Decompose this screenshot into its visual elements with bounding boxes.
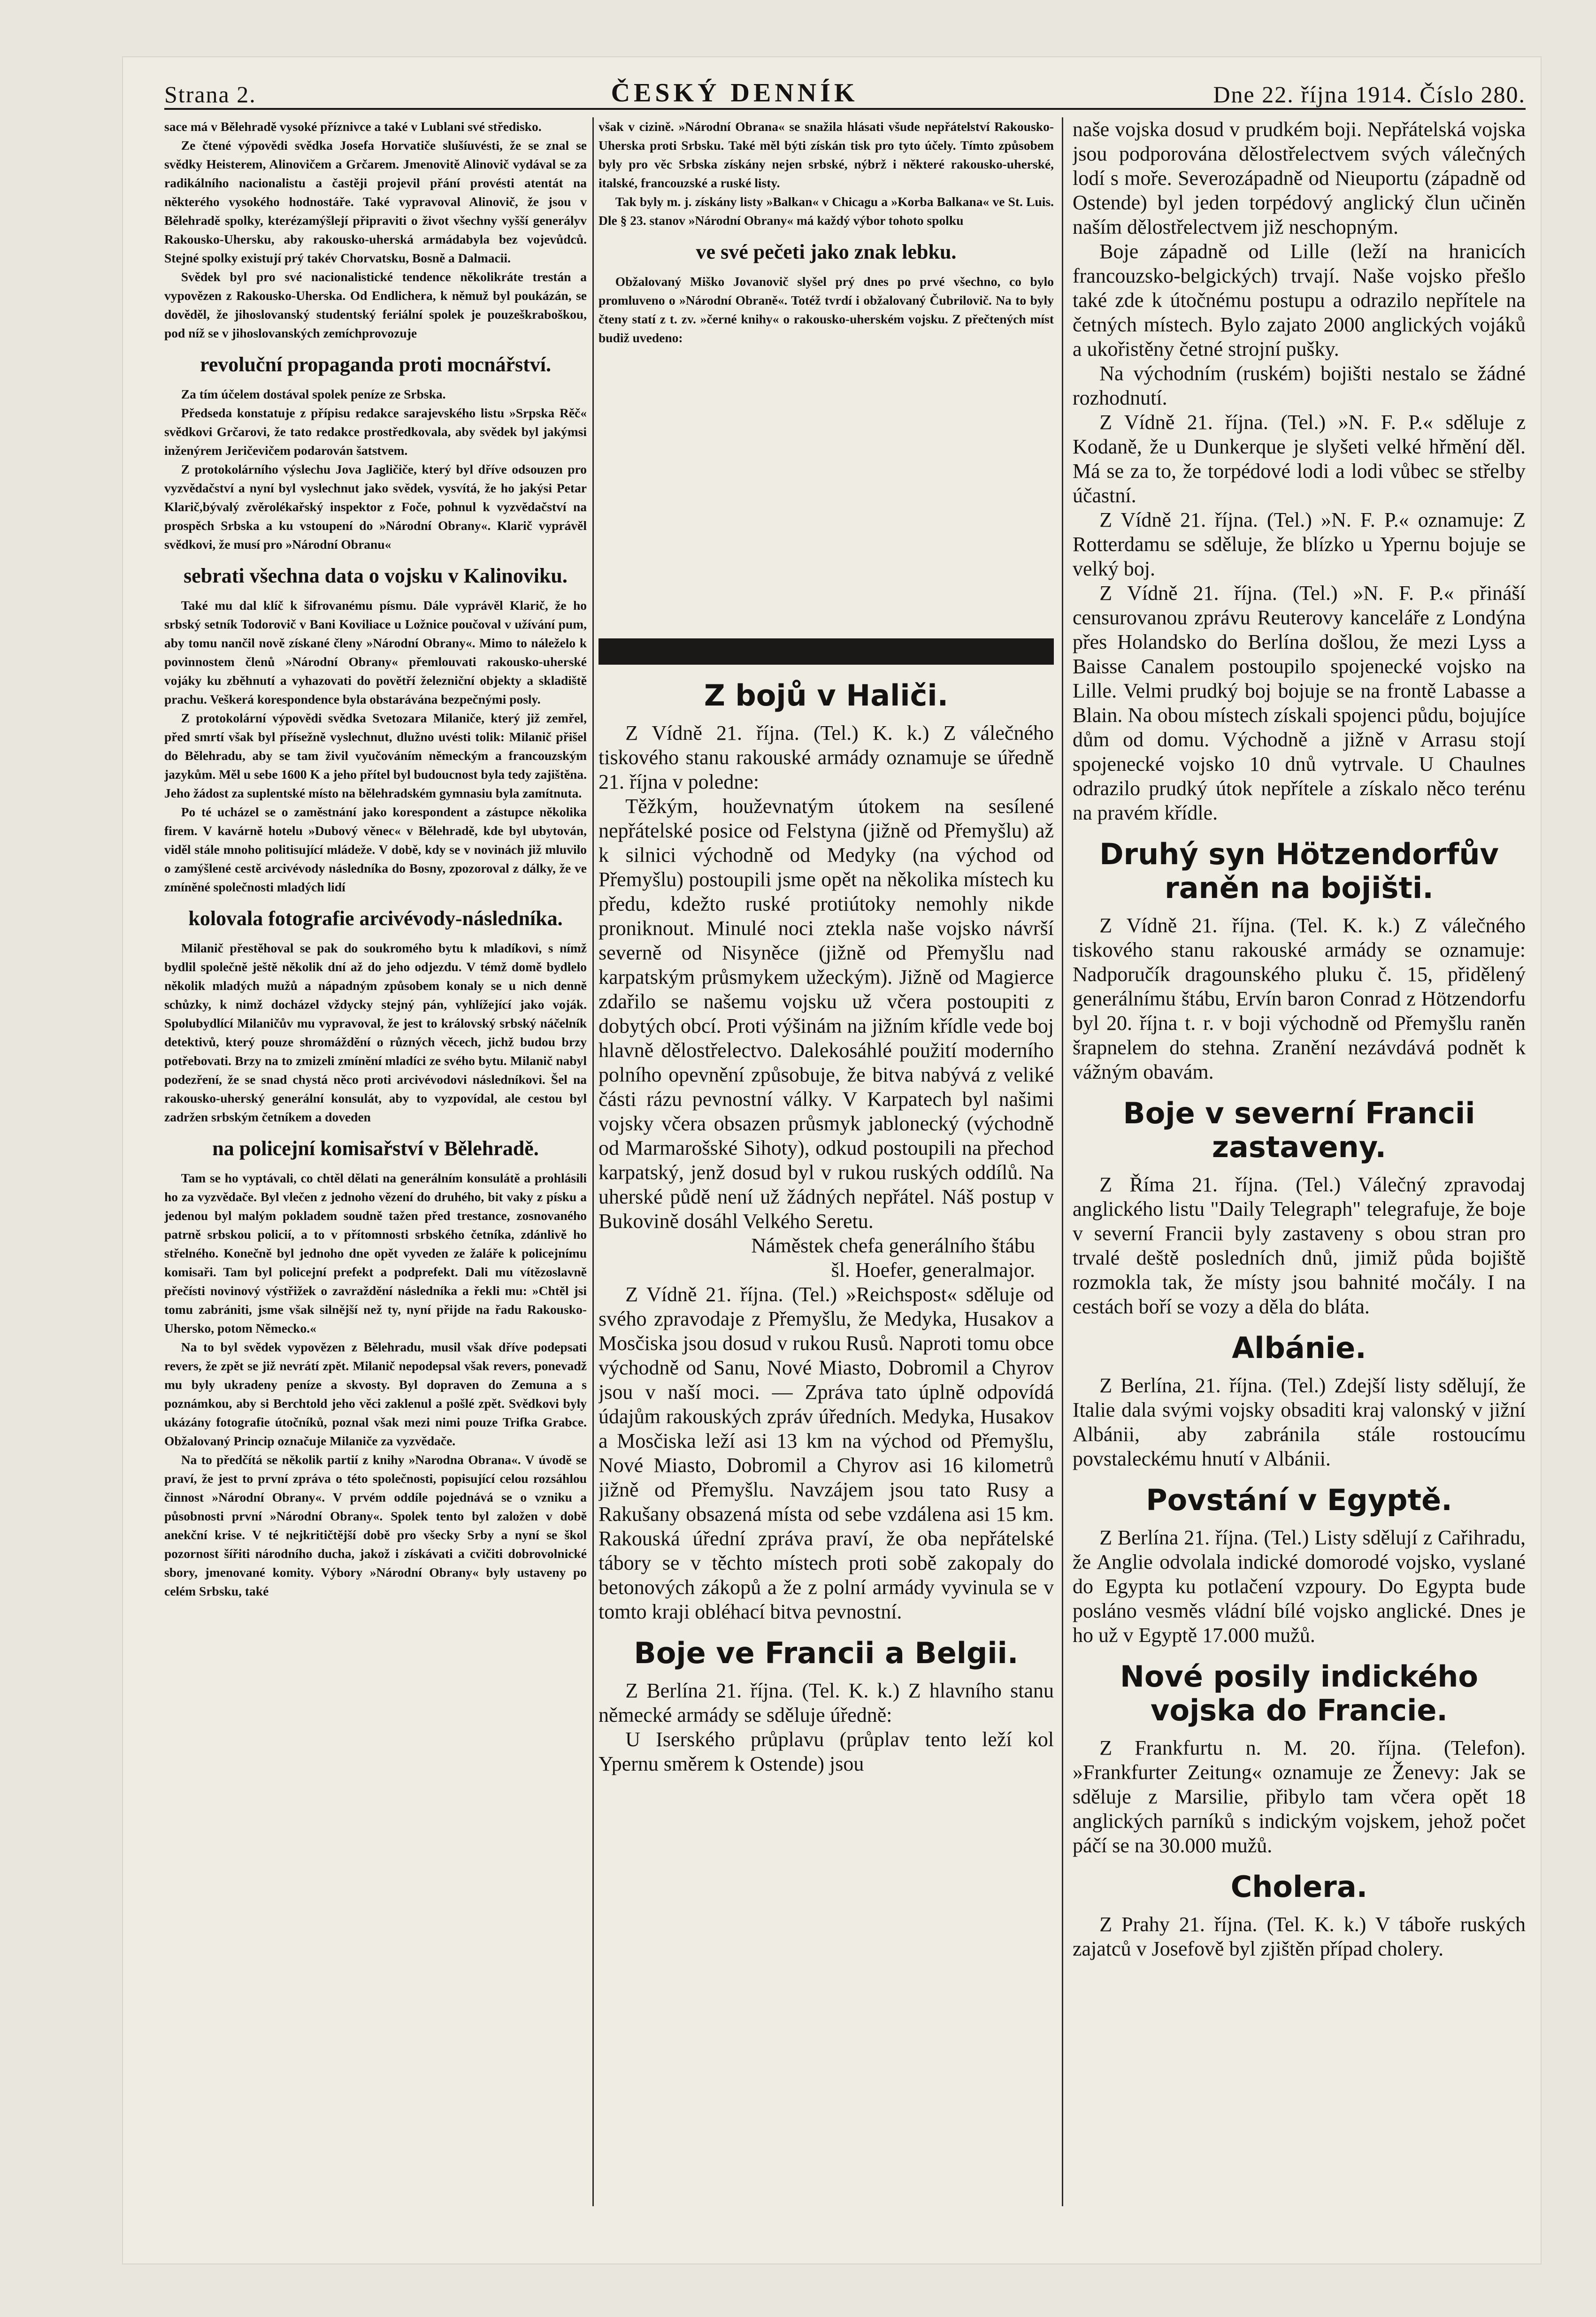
- subheading: revoluční propaganda proti mocnářství.: [200, 353, 552, 376]
- paragraph: Na to předčítá se několik partií z knihy »Narodna Obrana«. V úvodě se praví, že jest to první zpráva o této společnosti, popisující celou rozsáhlou činnost »Národní Obrany«. V prvém oddíle pojednává se o vzniku a působnosti první »Národní Obrany«. Spolek tento byl založen v době anekční krise. V té nejkritičtější době pro všecky Srby a nyní se škol pozornost šířiti národního ducha, jakož i získávati a cvičiti dobrovolnické sbory, jmenované komity. Výbory »Národní Obrany« byly ustaveny po celém Srbsku, také: [164, 1452, 587, 1598]
- paragraph: Z Vídně 21. října. (Tel.) K. k.) Z válečného tiskového stanu rakouské armády oznamuje se úředně 21. října v poledne:: [598, 721, 1054, 793]
- column-right: [1073, 117, 1526, 2206]
- paragraph: Také mu dal klíč k šifrovanému písmu. Dále vyprávěl Klarič, že ho srbský setník Todorovič v Bani Koviliace u Ložnice poučoval v užívání pum, aby tomu nančil nově získané členy »Národní Obrany«. Mimo to náleželo k povinnostem členů »Národní Obrany« přemlouvati rakousko-uherské vojáky ku zběhnutí a vyhazovati do povětří železniční objekty a skladiště prachu. Veškerá korespondence byla obstarávána bezpečnými posly.: [164, 598, 587, 706]
- paragraph: sace má v Bělehradě vysoké příznivce a také v Lublani své středisko.: [164, 119, 542, 134]
- paragraph: Ze čtené výpovědi svědka Josefa Horvatiče slušíuvésti, že se znal se svědky Heisterem, Alinovičem a Grčarem. Jmenovitě Alinovič vydával se za radikálního nacionalistu a častěji projevil přání provésti atentát na některého vysokého hodnostáře. Také vypravoval Alinovič, že jsou v Bělehradě spolky, kterézamýšlejí připraviti o život všechny vyšší generályv Rakousko-Uhersku, aby rakousko-uherská armádabyla bez vojevůdců. Stejné spolky existují prý takév Chorvatsku, Bosně a Dalmacii.: [164, 138, 587, 265]
- paragraph: Tam se ho vyptávali, co chtěl dělati na generálním konsulátě a prohlásili ho za vyzvědače. Byl vlečen z jednoho vězení do druhého, bit vaky z písku a jedenou byl malým pokladem soudně tažen před trestance, zosnovaného patrně srbskou policií, a to v přítomnosti srbského četníka, zdánlivě ho střelného. Konečně byl jednoho dne opět vyveden ze žaláře k policejnímu komisaři. Tam byl policejní prefekt a podprefekt. Dali mu vítězoslavně přečísti novinový výstřižek o zavraždění následníka a řekli mu: »Chtěl jsi tomu zabrániti, jsme však silnější než ty, nyní přijde na řadu Rakousko-Uhersko, potom Německo.«: [164, 1171, 587, 1335]
- paragraph: Z protokolárního výslechu Jova Jagličiče, který byl dříve odsouzen pro vyzvědačství a nyní byl vyslechnut jako svědek, vysvítá, že ho jakýsi Petar Klarič,bývalý zvěrolékařský inspektor z Foče, pohnul k vyzvědačství na prospěch Srbska a ku vstoupení do »Národní Obrany«. Klarič vyprávěl svědkovi, že musí pro »Národní Obranu«: [164, 462, 587, 552]
- paragraph: Z Berlína 21. října. (Tel. K. k.) Z hlavního stanu německé armády se sděluje úředně:: [598, 1679, 1054, 1726]
- paragraph: Z Vídně 21. října. (Tel.) »Reichspost« sděluje od svého zpravodaje z Přemyšlu, že Medyka, Husakov a Mosčiska jsou dosud v rukou Rusů. Naproti tomu obce východně od Sanu, Nové Miasto, Dobromil a Chyrov jsou v naší moci. — Zpráva tato úplně odpovídá údajům rakouských zpráv úředních. Medyka, Husakov a Mosčiska leží asi 13 km na východ od Přemyšlu, Nové Miasto, Dobromil a Chyrov asi 16 kilometrů jižně od Přemyšlu. Navzájem jsou tato Rusy a Rakušany obsazená místa od sebe vzdálena asi 15 km. Rakouská úřední zpráva praví, že oba nepřátelské tábory se v těchto místech proti sobě zakopaly do betonových zákopů a že z polní armády vyvinula se v tomto kraji obléhací bitva pevnostní.: [598, 1283, 1054, 1623]
- paragraph: Předseda konstatuje z přípisu redakce sarajevského listu »Srpska Rěč« svědkovi Grčarovi, že tato redakce prostředkovala, aby svědek byl jakýmsi inženýrem Jeričevičem podarován šatstvem.: [164, 406, 587, 458]
- paragraph: naše vojska dosud v prudkém boji. Nepřátelská vojska jsou podporována dělostřelectvem svých válečných lodí s moře. Severozápadně od Nieuportu (západně od Ostende) byl jeden torpédový anglický člun učiněn naším dělostřelectvem již neschopným.: [1073, 118, 1526, 238]
- paragraph: U Iserského průplavu (průplav tento leží kol Ypernu směrem k Ostende) jsou: [598, 1728, 1054, 1775]
- section-heading: Povstání v Egyptě.: [1146, 1483, 1452, 1517]
- page-header: [164, 70, 1526, 110]
- censored-blank-space: [598, 347, 1054, 610]
- paragraph: Z Vídně 21. října. (Tel.) »N. F. P.« sděluje z Kodaně, že u Dunkerque je slyšeti velké hřmění děl. Má se za to, že torpédové lodi a lodi vůbec se střelby účastní.: [1073, 411, 1526, 507]
- section-heading: Cholera.: [1230, 1870, 1368, 1904]
- paragraph: Na to byl svědek vypovězen z Bělehradu, musil však dříve podepsati revers, že zpět se již nevrátí zpět. Milanič nepodepsal však revers, ponevadž mu byly ukradeny peníze a skvosty. Byl dopraven do Zemuna a s poznámkou, aby si Berchtold jeho věci zaklenul a pošlé zpět. Svědkovi byly ukázány fotografie útočníků, poznal však mezi nimi pouze Trifka Grabce. Obžalovaný Princip označuje Milaniče za vyzvědače.: [164, 1340, 587, 1448]
- paragraph: Z protokolární výpovědi svědka Svetozara Milaniče, který již zemřel, před smrtí však byl přísežně vyslechnut, dlužno uvésti tolik: Milanič přišel do Bělehradu, aby se tam živil vyučováním německým a francouzským jazykům. Měl u sebe 1600 K a jeho přítel byl budoucnost byla tedy zajištěna. Jeho žádost za suplentské místo na bělehradském gymnasiu byla zamítnuta.: [164, 711, 587, 800]
- paragraph: Z Berlína 21. října. (Tel.) Listy sdělují z Cařihradu, že Anglie odvolala indické domorodé vojsko, vyslané do Egypta ku potlačení vzpoury. Do Egypta bude posláno vesměs vládní bílé vojsko anglické. Dnes je ho už v Egyptě 17.000 mužů.: [1073, 1526, 1526, 1647]
- section-heading: Z bojů v Haliči.: [704, 678, 949, 713]
- paragraph: Milanič přestěhoval se pak do soukromého bytu k mladíkovi, s nímž bydlil společně ještě několik dní až do jeho odjezdu. V témž domě bydlelo několik mladých mužů a nápadným způsobem konaly se u nich denně schůzky, k nimž docházel vždycky stejný pán, vyhlížející jako voják. Spolubydlící Milaničův mu vypravoval, že jest to královský srbský náčelník detektivů, který pouze shromáždění o různých věcech, jichž budou brzy potřebovati. Brzy na to zmizeli zmínění mladíci ze svého bytu. Milanič nabyl podezření, že se snad chystá něco proti arcivévodovi následníkovi. Šel na rakousko-uherský generální konsulát, aby to vyzpovídal, ale cestou byl zadržen srbským četníkem a doveden: [164, 941, 587, 1124]
- newspaper-title: ČESKÝ DENNÍK: [611, 78, 859, 107]
- column-rule: [592, 117, 594, 2206]
- subheading: ve své pečeti jako znak lebku.: [696, 240, 957, 263]
- section-heading: Druhý syn Hötzendorfův raněn na bojišti.: [1099, 837, 1499, 905]
- paragraph: však v cizině. »Národní Obrana« se snažila hlásati všude nepřátelství Rakousko-Uherska proti Srbsku. Také měl býti získán tisk pro tyto účely. Tímto způsobem byly pro věc Srbska získány nejen srbské, nýbrž i některé rakousko-uherské, italské, francouzské a ruské listy.: [598, 119, 1054, 190]
- subheading: sebrati všechna data o vojsku v Kalinoviku.: [184, 564, 568, 587]
- column-rule: [1062, 117, 1063, 2206]
- column-middle: [598, 117, 1054, 2206]
- section-heading: Nové posily indického vojska do Francie.: [1120, 1659, 1479, 1727]
- section-heading: Boje ve Francii a Belgii.: [634, 1636, 1019, 1670]
- signature-line: Náměstek chefa generálního štábu: [751, 1234, 1035, 1257]
- paragraph: Na východním (ruském) bojišti nestalo se žádné rozhodnutí.: [1073, 362, 1526, 409]
- paragraph: Obžalovaný Miško Jovanovič slyšel prý dnes po prvé všechno, co bylo promluveno o »Národní Obraně«. Totéž tvrdí i obžalovaný Čubrilovič. Na to byly čteny statí z t. zv. »černé knihy« o rakousko-uherském vojsku. Z přečtených míst budiž uvedeno:: [598, 274, 1054, 345]
- paragraph: Z Vídně 21. října. (Tel.) »N. F. P.« oznamuje: Z Rotterdamu se sděluje, že blízko u Ypernu bojuje se velký boj.: [1073, 508, 1526, 580]
- paragraph: Po té ucházel se o zaměstnání jako korespondent a zástupce několika firem. V kavárně hotelu »Dubový věnec« v Bělehradě, kde byl ubytován, viděl stále mnoho politisující mládeže. V době, kdy se v novinách již mluvilo o zamýšlené cestě arcivévody následníka do Bosny, zpozoroval z dálky, že ve zmíněné společnosti mladých lidí: [164, 805, 587, 894]
- paragraph: Z Berlína, 21. října. (Tel.) Zdejší listy sdělují, že Italie dala svými vojsky obsaditi kraj valonský v jižní Albánii, aby zabránila stále rostoucímu povstaleckému hnutí v Albánii.: [1073, 1374, 1526, 1470]
- column-left: [164, 117, 587, 2206]
- paragraph: Boje západně od Lille (leží na hranicích francouzsko-belgických) trvají. Naše vojsko přešlo také zde k útočnému postupu a odrazilo nepřítele na četných místech. Bylo zajato 2000 anglických vojáků a ukořistěny četné strojní pušky.: [1073, 240, 1526, 361]
- section-divider-bar: [598, 638, 1054, 665]
- signature-line: šl. Hoefer, generalmajor.: [831, 1258, 1035, 1281]
- paragraph: Těžkým, houževnatým útokem na sesílené nepřátelské posice od Felstyna (jižně od Přemyšlu) až k silnici východně od Medyky (na východ od Přemyšlu) postoupili jsme opět na několika místech ku předu, kdežto ruské protiútoky nemohly nikde proniknout. Minulé noci ztekla naše vojsko návrší severně od Nisyněce (jižně od Přemyšlu nad karpatským průsmykem užeckým). Jižně od Magierce zdařilo se našemu vojsku už včera postoupiti z dobytých obcí. Proti výšinám na jižním křídle vede boj hlavně dělostřelectvo. Dalekosáhlé použití moderního polního opevnění způsobuje, že bitva nabývá z veliké části rázu pevnostní války. V Karpatech byl našimi vojsky včera obsazen průsmyk jablonecký (východně od Marmarošské Sihoty), odkud postoupili na přechod karpatský, jenž dosud byl v rukou ruských oddílů. Na uherské půdě není už žádných nepřátel. Náš postup v Bukovině dosáhl Velkého Seretu.: [598, 795, 1054, 1233]
- paragraph: Za tím účelem dostával spolek peníze ze Srbska.: [181, 387, 446, 401]
- paragraph: Z Vídně 21. října. (Tel. K. k.) Z válečného tiskového stanu rakouské armády se oznamuje: Nadporučík dragounského pluku č. 15, přidělený generálnímu štábu, Ervín baron Conrad z Hötzendorfu byl 20. října t. r. v boji východně od Přemyšlu raněn šrapnelem do stehna. Zranění nezávdává podnět k vážným obavám.: [1073, 914, 1526, 1083]
- paragraph: Z Říma 21. října. (Tel.) Válečný zpravodaj anglického listu "Daily Telegraph" telegrafuje, že boje v severní Francii byly zastaveny s obou stran pro trvalé deště posledních dnů, jimiž půda bojiště rozmokla tak, že místy jsou bahnité močály. I na cestách boří se vozy a děla do bláta.: [1073, 1173, 1526, 1318]
- paragraph: Tak byly m. j. získány listy »Balkan« v Chicagu a »Korba Balkana« ve St. Luis. Dle § 23. stanov »Národní Obrany« má každý výbor tohoto spolku: [598, 194, 1054, 228]
- section-heading: Albánie.: [1232, 1331, 1366, 1365]
- paragraph: Z Frankfurtu n. M. 20. října. (Telefon). »Frankfurter Zeitung« oznamuje ze Ženevy: Jak se sděluje z Marsilie, přibylo tam včera opět 18 anglických parníků s indickým vojskem, jehož počet páčí se na 30.000 mužů.: [1073, 1736, 1526, 1857]
- section-heading: Boje v severní Francii zastaveny.: [1123, 1096, 1475, 1164]
- subheading: kolovala fotografie arcivévody-následníka.: [188, 907, 563, 930]
- page-number: Strana 2.: [164, 81, 256, 107]
- paragraph: Svědek byl pro své nacionalistické tendence několikráte trestán a vypovězen z Rakousko-Uherska. Od Endlichera, k němuž byl poukázán, se dověděl, že jihoslovanský studentský feriální spolek je pouzeškraboškou, pod níž se v jihoslovanských zemíchprovozuje: [164, 269, 587, 340]
- paragraph: Z Prahy 21. října. (Tel. K. k.) V táboře ruských zajatců v Josefově byl zjištěn případ cholery.: [1073, 1913, 1526, 1960]
- paragraph: Z Vídně 21. října. (Tel.) »N. F. P.« přináší censurovanou zprávu Reuterovy kanceláře z Londýna přes Holandsko do Berlína došlou, že mezi Lyss a Baisse Canalem postoupilo spojenecké vojsko na Lille. Velmi prudký boj bojuje se na frontě Labasse a Blain. Na obou místech získali spojenci půdu, bojujíce dům od domu. Východně a jižně v Arrasu stojí spojenecké vojsko 10 dnů vytrvale. U Chaulnes odrazilo prudký útok nepřítele a získalo něco terénu na pravém křídle.: [1073, 582, 1526, 824]
- issue-date: Dne 22. října 1914. Číslo 280.: [1213, 81, 1526, 107]
- subheading: na policejní komisařství v Bělehradě.: [212, 1137, 539, 1160]
